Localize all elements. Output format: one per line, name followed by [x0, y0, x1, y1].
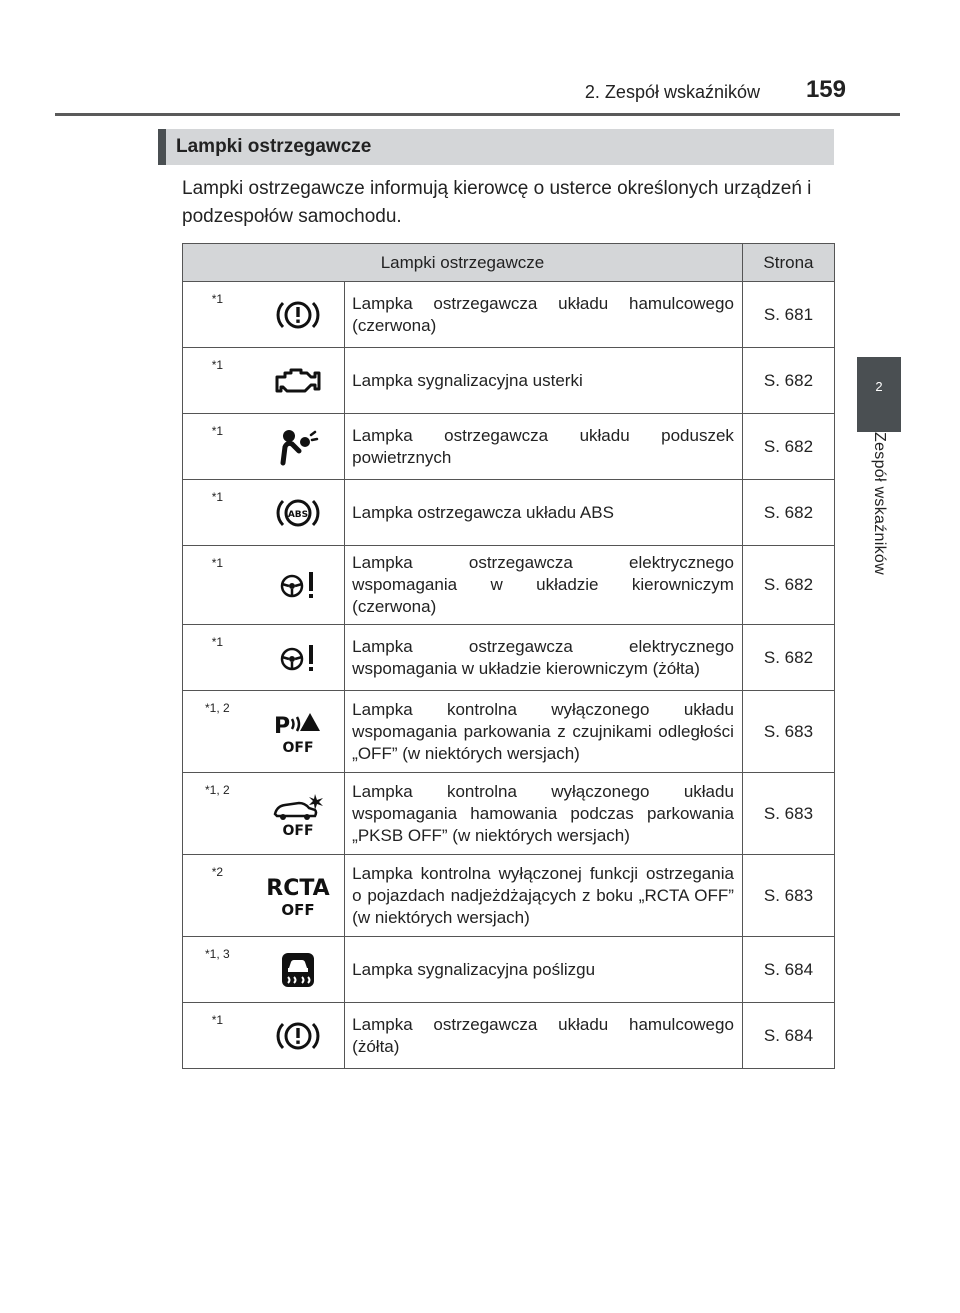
row-icon-cell [252, 1003, 345, 1069]
power-steering-yellow-icon [276, 640, 320, 676]
table-row [183, 282, 835, 348]
row-icon-cell [252, 282, 345, 348]
row-note: *1 [183, 1003, 252, 1069]
parking-icon-label: P [273, 713, 291, 739]
row-page-ref: S. 682 [742, 348, 834, 414]
section-title: Lampki ostrzegawcze [176, 136, 372, 157]
column-header-page: Strona [742, 244, 834, 282]
rcta-off-label: OFF [281, 900, 315, 919]
row-note: *1 [183, 348, 252, 414]
row-description: Lampka kontrolna wyłączonego układu wspomagania parkowania z czujnikami odległości „OFF” (w niektórych wersjach) [345, 691, 743, 773]
abs-icon [273, 493, 323, 533]
rcta-off-icon [264, 873, 332, 919]
table-row [183, 1003, 835, 1069]
abs-icon-label: ABS [287, 509, 309, 520]
row-page-ref: S. 682 [742, 625, 834, 691]
table-row [183, 855, 835, 937]
row-description: Lampka sygnalizacyjna poślizgu [345, 937, 743, 1003]
table-row [183, 691, 835, 773]
page-number: 159 [805, 76, 846, 103]
pksb-off-icon [269, 790, 327, 838]
slip-indicator-icon [278, 950, 318, 990]
row-icon-cell [252, 480, 345, 546]
row-icon-cell [252, 691, 345, 773]
power-steering-red-icon [276, 567, 320, 603]
warning-lights-table [182, 243, 835, 1069]
section-accent [158, 129, 166, 165]
row-page-ref: S. 684 [742, 1003, 834, 1069]
rcta-label: RCTA [266, 875, 330, 901]
row-note: *1, 2 [183, 773, 252, 855]
row-note: *1 [183, 480, 252, 546]
row-note: *2 [183, 855, 252, 937]
parking-off-label: OFF [282, 739, 314, 755]
chapter-number: 2 [875, 379, 883, 394]
row-description: Lampka kontrolna wyłączonego układu wspomagania hamowania podczas parkowania „PKSB OFF” (w niektórych wersjach) [345, 773, 743, 855]
row-description: Lampka ostrzegawcza układu hamulcowego (żółta) [345, 1003, 743, 1069]
table-row [183, 348, 835, 414]
row-icon-cell [252, 773, 345, 855]
chapter-tab [857, 357, 901, 432]
row-note: *1 [183, 546, 252, 625]
row-icon-cell [252, 414, 345, 480]
row-note: *1, 3 [183, 937, 252, 1003]
row-page-ref: S. 683 [742, 773, 834, 855]
row-icon-cell [252, 348, 345, 414]
parking-sensor-off-icon [270, 709, 326, 755]
row-note: *1 [183, 414, 252, 480]
row-page-ref: S. 682 [742, 480, 834, 546]
row-page-ref: S. 683 [742, 691, 834, 773]
row-page-ref: S. 684 [742, 937, 834, 1003]
section-heading-bar [158, 129, 834, 165]
header-rule [55, 113, 900, 116]
chapter-label: Zespół wskaźników [871, 432, 888, 575]
row-description: Lampka kontrolna wyłączonej funkcji ostrzegania o pojazdach nadjeżdżających z boku „RCTA OFF” (w niektórych wersjach) [345, 855, 743, 937]
table-row [183, 480, 835, 546]
row-note: *1 [183, 625, 252, 691]
table-row [183, 625, 835, 691]
row-page-ref: S. 681 [742, 282, 834, 348]
row-icon-cell [252, 855, 345, 937]
row-page-ref: S. 682 [742, 546, 834, 625]
brake-warning-yellow-icon [273, 1016, 323, 1056]
header-section-title: 2. Zespół wskaźników [584, 82, 760, 102]
row-description: Lampka ostrzegawcza układu poduszek powietrznych [345, 414, 743, 480]
table-row [183, 546, 835, 625]
row-page-ref: S. 682 [742, 414, 834, 480]
row-description: Lampka ostrzegawcza układu ABS [345, 480, 743, 546]
row-note: *1 [183, 282, 252, 348]
row-description: Lampka ostrzegawcza elektrycznego wspomagania w układzie kierowniczym (czerwona) [345, 546, 743, 625]
airbag-icon [275, 427, 321, 467]
row-description: Lampka ostrzegawcza elektrycznego wspomagania w układzie kierowniczym (żółta) [345, 625, 743, 691]
row-description: Lampka sygnalizacyjna usterki [345, 348, 743, 414]
intro-paragraph: Lampki ostrzegawcze informują kierowcę o usterce określonych urządzeń i podzespołów samochodu. [182, 178, 812, 227]
row-icon-cell [252, 937, 345, 1003]
table-row [183, 414, 835, 480]
pksb-off-label: OFF [282, 822, 314, 838]
table-row [183, 773, 835, 855]
row-icon-cell [252, 625, 345, 691]
row-note: *1, 2 [183, 691, 252, 773]
table-header-row [183, 244, 835, 282]
row-icon-cell [252, 546, 345, 625]
table-row [183, 937, 835, 1003]
engine-check-icon [271, 363, 325, 399]
column-header-lights: Lampki ostrzegawcze [183, 244, 743, 282]
row-description: Lampka ostrzegawcza układu hamulcowego (czerwona) [345, 282, 743, 348]
brake-warning-red-icon [273, 295, 323, 335]
row-page-ref: S. 683 [742, 855, 834, 937]
